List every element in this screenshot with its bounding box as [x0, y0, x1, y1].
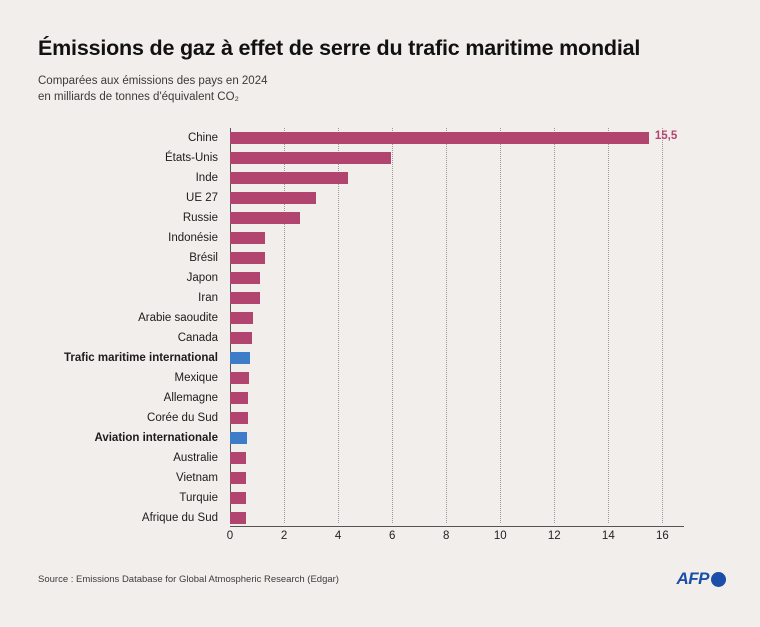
- bar: [230, 412, 248, 424]
- bar: [230, 232, 265, 244]
- bar-row: [230, 468, 684, 488]
- category-label: Allemagne: [163, 392, 218, 405]
- bar-row: [230, 368, 684, 388]
- category-label: Canada: [177, 332, 218, 345]
- category-labels: [38, 128, 226, 528]
- category-label: Australie: [173, 452, 218, 465]
- bar-row: [230, 388, 684, 408]
- bar-row: [230, 188, 684, 208]
- x-tick-label: 2: [280, 530, 288, 543]
- category-label: Aviation internationale: [94, 432, 218, 445]
- bar: [230, 452, 246, 464]
- bar: [230, 312, 253, 324]
- bar-row: [230, 348, 684, 368]
- bar-row: [230, 168, 684, 188]
- category-label: Brésil: [189, 252, 218, 265]
- category-label: Turquie: [179, 492, 218, 505]
- category-label: Russie: [182, 212, 218, 225]
- x-tick-label: 16: [655, 530, 669, 543]
- category-label: Mexique: [174, 372, 218, 385]
- bar: [230, 192, 316, 204]
- x-tick-label: 14: [601, 530, 615, 543]
- bar-row: [230, 128, 684, 148]
- category-label: Corée du Sud: [147, 412, 218, 425]
- x-axis: [226, 526, 684, 546]
- bar-row: [230, 248, 684, 268]
- bar: [230, 272, 260, 284]
- category-label: UE 27: [186, 192, 218, 205]
- bar-row: [230, 508, 684, 528]
- bar: [230, 392, 248, 404]
- plot-area: [38, 128, 726, 523]
- category-label: États-Unis: [164, 152, 218, 165]
- category-label: Inde: [195, 172, 218, 185]
- bar: [230, 252, 265, 264]
- x-tick-label: 6: [388, 530, 396, 543]
- category-label: Trafic maritime international: [63, 352, 218, 365]
- bar-row: [230, 448, 684, 468]
- afp-logo-text: AFP: [676, 569, 709, 588]
- bar-row: [230, 428, 684, 448]
- bar-row: [230, 208, 684, 228]
- bar-row: [230, 308, 684, 328]
- bar: [230, 152, 391, 164]
- category-label: Afrique du Sud: [141, 512, 218, 525]
- bar-chart: [38, 128, 726, 543]
- bar-row: [230, 148, 684, 168]
- bar: [230, 372, 249, 384]
- bar: [230, 132, 649, 144]
- bar: [230, 332, 252, 344]
- category-label: Japon: [186, 272, 218, 285]
- category-label: Chine: [187, 132, 218, 145]
- afp-logo-dot-icon: [711, 572, 726, 587]
- page-title: Émissions de gaz à effet de serre du trafic maritime mondial: [38, 36, 641, 60]
- category-label: Arabie saoudite: [138, 312, 218, 325]
- bar-row: [230, 268, 684, 288]
- subtitle-line-1: Comparées aux émissions des pays en 2024: [38, 74, 268, 87]
- x-tick-label: 8: [442, 530, 450, 543]
- bar-row: [230, 488, 684, 508]
- x-axis-line: [230, 526, 684, 527]
- bar: [230, 512, 246, 524]
- footer: [38, 569, 726, 589]
- bar: [230, 172, 348, 184]
- bar-row: [230, 228, 684, 248]
- bar: [230, 352, 250, 364]
- bar: [230, 472, 246, 484]
- bar: [230, 212, 300, 224]
- x-tick-label: 10: [493, 530, 507, 543]
- bar: [230, 492, 246, 504]
- bar: [230, 432, 247, 444]
- x-tick-label: 4: [334, 530, 342, 543]
- bar-value-label: 15,5: [654, 130, 678, 143]
- bar: [230, 292, 260, 304]
- afp-logo: [677, 569, 727, 589]
- bar-rows: [230, 128, 684, 528]
- bar-row: [230, 328, 684, 348]
- bars-container: [230, 128, 684, 523]
- bar-row: [230, 408, 684, 428]
- x-tick-label: 12: [547, 530, 561, 543]
- category-label: Indonésie: [168, 232, 218, 245]
- category-label: Iran: [198, 292, 218, 305]
- bar-row: [230, 288, 684, 308]
- subtitle-line-2: en milliards de tonnes d'équivalent CO₂: [38, 91, 239, 104]
- category-label: Vietnam: [176, 472, 218, 485]
- x-tick-label: 0: [226, 530, 234, 543]
- source-note: Source : Emissions Database for Global Atmospheric Research (Edgar): [38, 573, 339, 585]
